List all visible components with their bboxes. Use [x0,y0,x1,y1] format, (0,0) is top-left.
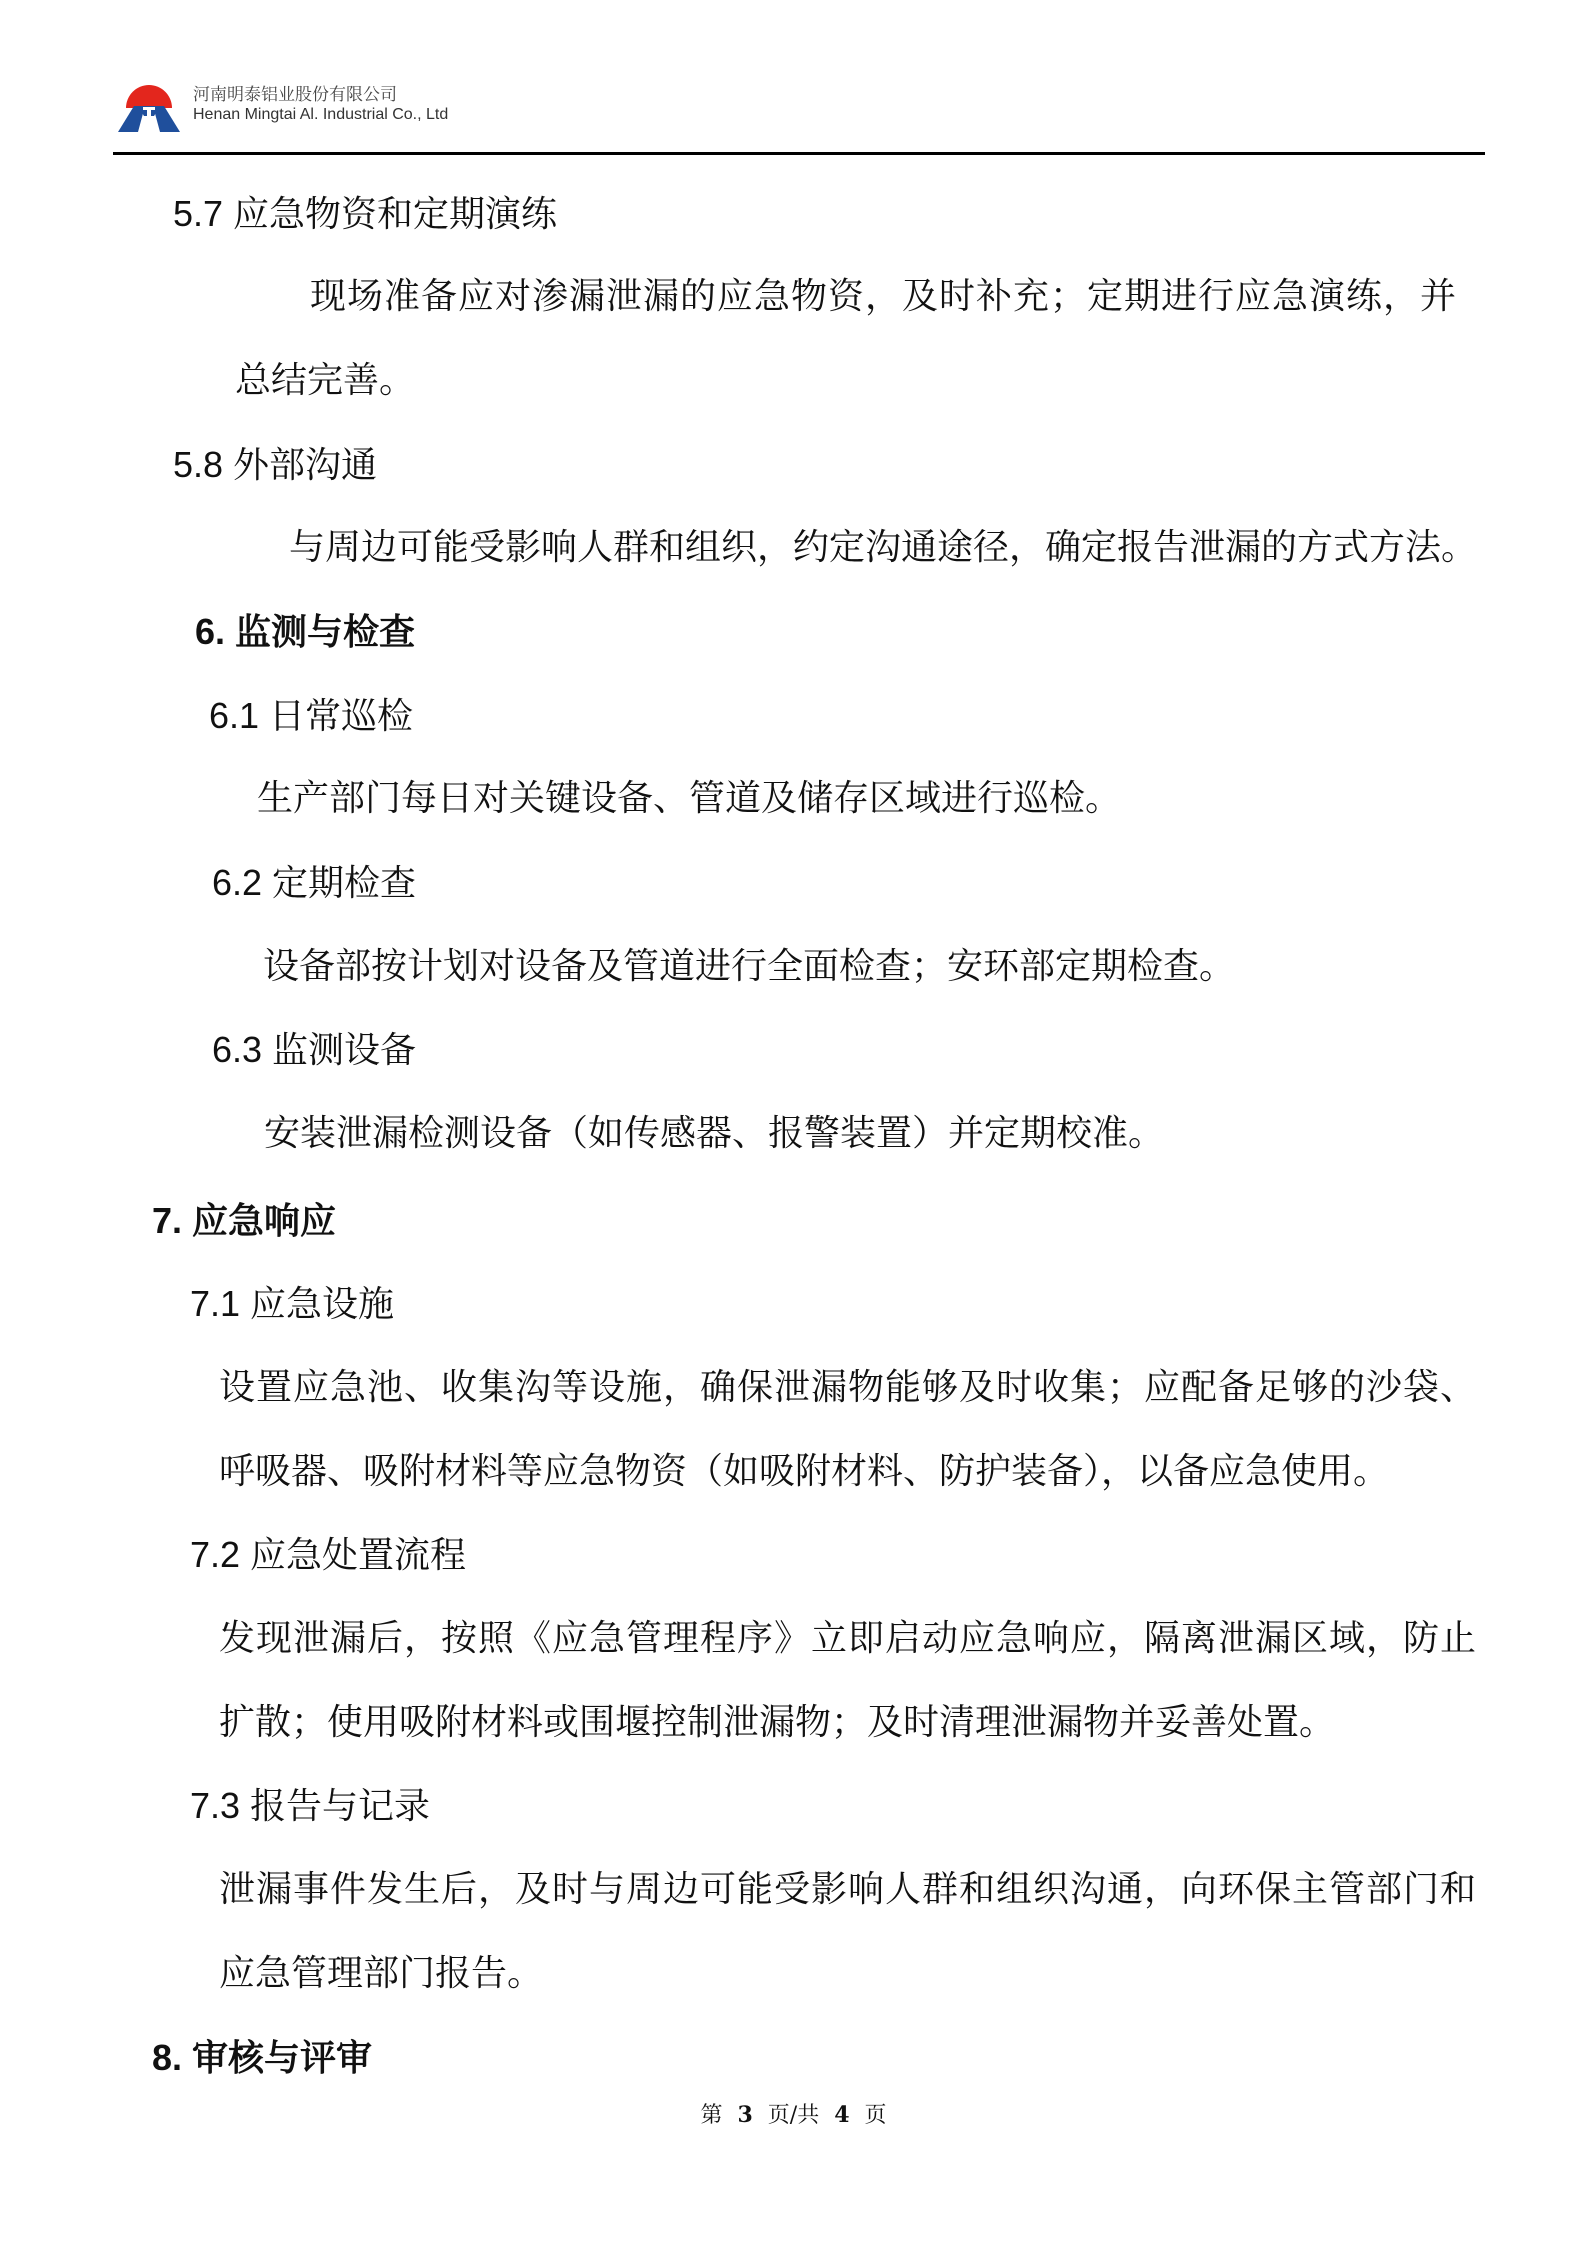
paragraph-line: 泄漏事件发生后，及时与周边可能受影响人群和组织沟通，向环保主管部门和 [219,1869,1478,1910]
section-heading: 7.2 应急处置流程 [190,1534,467,1575]
footer-mid: 页/共 [767,2103,820,2128]
paragraph-line: 发现泄漏后，按照《应急管理程序》立即启动应急响应，隔离泄漏区域，防止 [219,1618,1478,1659]
page-number-footer [0,2098,1587,2129]
section-heading: 6.2 定期检查 [212,862,417,903]
section-heading: 7.3 报告与记录 [190,1785,431,1826]
header-divider [113,152,1485,155]
paragraph-line: 与周边可能受影响人群和组织，约定沟通途径，确定报告泄漏的方式方法。 [289,527,1478,568]
chapter-heading: 8. 审核与评审 [152,2037,373,2078]
section-heading: 5.7 应急物资和定期演练 [173,193,558,234]
section-heading: 6.1 日常巡检 [209,695,414,736]
paragraph-line: 呼吸器、吸附材料等应急物资（如吸附材料、防护装备），以备应急使用。 [219,1451,1390,1492]
chapter-heading: 6. 监测与检查 [195,611,416,652]
company-name-en: Henan Mingtai Al. Industrial Co., Ltd [193,106,449,123]
section-heading: 6.3 监测设备 [212,1029,417,1070]
paragraph-line: 设备部按计划对设备及管道进行全面检查；安环部定期检查。 [263,946,1236,987]
paragraph-line: 设置应急池、收集沟等设施，确保泄漏物能够及时收集；应配备足够的沙袋、 [219,1367,1478,1408]
current-page: 3 [737,2102,753,2128]
paragraph-line: 应急管理部门报告。 [219,1953,544,1994]
section-heading: 7.1 应急设施 [190,1283,395,1324]
paragraph-line: 扩散；使用吸附材料或围堰控制泄漏物；及时清理泄漏物并妥善处置。 [219,1702,1336,1743]
chapter-heading: 7. 应急响应 [152,1200,337,1241]
company-name-cn: 河南明泰铝业股份有限公司 [193,85,397,105]
paragraph-line: 现场准备应对渗漏泄漏的应急物资，及时补充；定期进行应急演练，并 [310,276,1458,317]
paragraph-line: 生产部门每日对关键设备、管道及储存区域进行巡检。 [257,778,1122,819]
footer-prefix: 第 [700,2103,723,2128]
section-heading: 5.8 外部沟通 [173,444,378,485]
total-pages: 4 [834,2102,850,2128]
paragraph-line: 总结完善。 [235,360,416,401]
footer-suffix: 页 [864,2103,887,2128]
paragraph-line: 安装泄漏检测设备（如传感器、报警装置）并定期校准。 [264,1113,1165,1154]
company-logo-icon [118,76,180,132]
